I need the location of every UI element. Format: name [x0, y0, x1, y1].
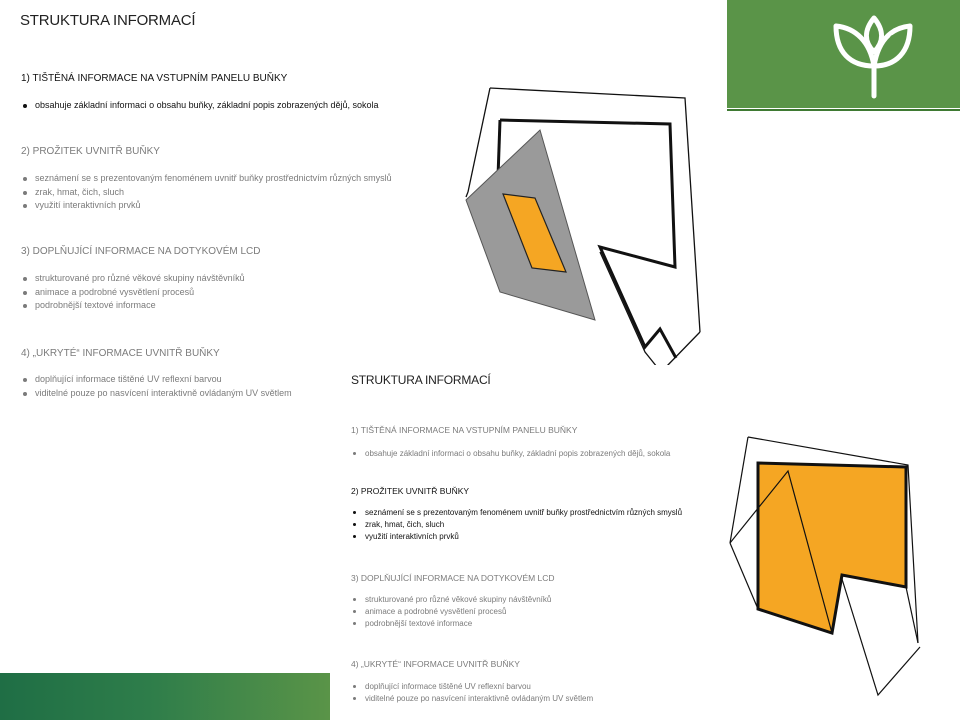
slide-title: STRUKTURA INFORMACÍ: [20, 12, 196, 29]
footer-band: [0, 673, 330, 720]
list-item: strukturované pro různé věkové skupiny návštěvníků: [21, 272, 260, 286]
section-3: [351, 573, 555, 630]
section-heading: 3) DOPLŇUJÍCÍ INFORMACE NA DOTYKOVÉM LCD: [351, 573, 555, 583]
section-heading: 2) PROŽITEK UVNITŘ BUŇKY: [21, 146, 160, 157]
list-item: zrak, hmat, čich, sluch: [351, 519, 682, 531]
slide-title: STRUKTURA INFORMACÍ: [351, 373, 491, 387]
section-heading: 4) „UKRYTÉ“ INFORMACE UVNITŘ BUŇKY: [21, 348, 220, 359]
section-4: [351, 659, 593, 705]
sprout-leaves-icon: [830, 12, 918, 98]
slide-bottom-right: [330, 365, 960, 720]
section-heading: 3) DOPLŇUJÍCÍ INFORMACE NA DOTYKOVÉM LCD: [21, 246, 261, 257]
section-2: [21, 146, 392, 213]
list-item: strukturované pro různé věkové skupiny návštěvníků: [351, 594, 555, 606]
list-item: využití interaktivních prvků: [21, 199, 392, 213]
cell-diagram-open-panel: [460, 82, 710, 367]
section-1: [21, 73, 379, 113]
section-heading: 1) TIŠTĚNÁ INFORMACE NA VSTUPNÍM PANELU BUŇKY: [351, 425, 578, 435]
list-item: podrobnější textové informace: [21, 299, 260, 313]
list-item: zrak, hmat, čich, sluch: [21, 186, 392, 200]
section-3: [21, 246, 260, 313]
section-2: [351, 486, 682, 543]
list-item: animace a podrobné vysvětlení procesů: [21, 286, 260, 300]
list-item: obsahuje základní informaci o obsahu buňky, základní popis zobrazených dějů, sokola: [21, 99, 379, 113]
list-item: seznámení se s prezentovaným fenoménem uvnitř buňky prostřednictvím různých smyslů: [351, 507, 682, 519]
cell-diagram-orange-interior: [728, 433, 928, 703]
section-4: [21, 348, 292, 400]
list-item: viditelné pouze po nasvícení interaktivně ovládaným UV světlem: [351, 693, 593, 705]
list-item: seznámení se s prezentovaným fenoménem uvnitř buňky prostřednictvím různých smyslů: [21, 172, 392, 186]
list-item: podrobnější textové informace: [351, 618, 555, 630]
logo-panel: [727, 0, 960, 108]
section-1: [351, 425, 670, 460]
section-heading: 4) „UKRYTÉ“ INFORMACE UVNITŘ BUŇKY: [351, 659, 520, 669]
logo-divider: [727, 109, 960, 111]
list-item: obsahuje základní informaci o obsahu buňky, základní popis zobrazených dějů, sokola: [351, 448, 670, 460]
section-heading: 2) PROŽITEK UVNITŘ BUŇKY: [351, 486, 470, 496]
list-item: využití interaktivních prvků: [351, 531, 682, 543]
slide-top-left: [0, 0, 730, 398]
list-item: doplňující informace tištěné UV reflexní barvou: [351, 681, 593, 693]
list-item: animace a podrobné vysvětlení procesů: [351, 606, 555, 618]
list-item: viditelné pouze po nasvícení interaktivně ovládaným UV světlem: [21, 387, 292, 401]
list-item: doplňující informace tištěné UV reflexní barvou: [21, 373, 292, 387]
section-heading: 1) TIŠTĚNÁ INFORMACE NA VSTUPNÍM PANELU BUŇKY: [21, 73, 288, 84]
